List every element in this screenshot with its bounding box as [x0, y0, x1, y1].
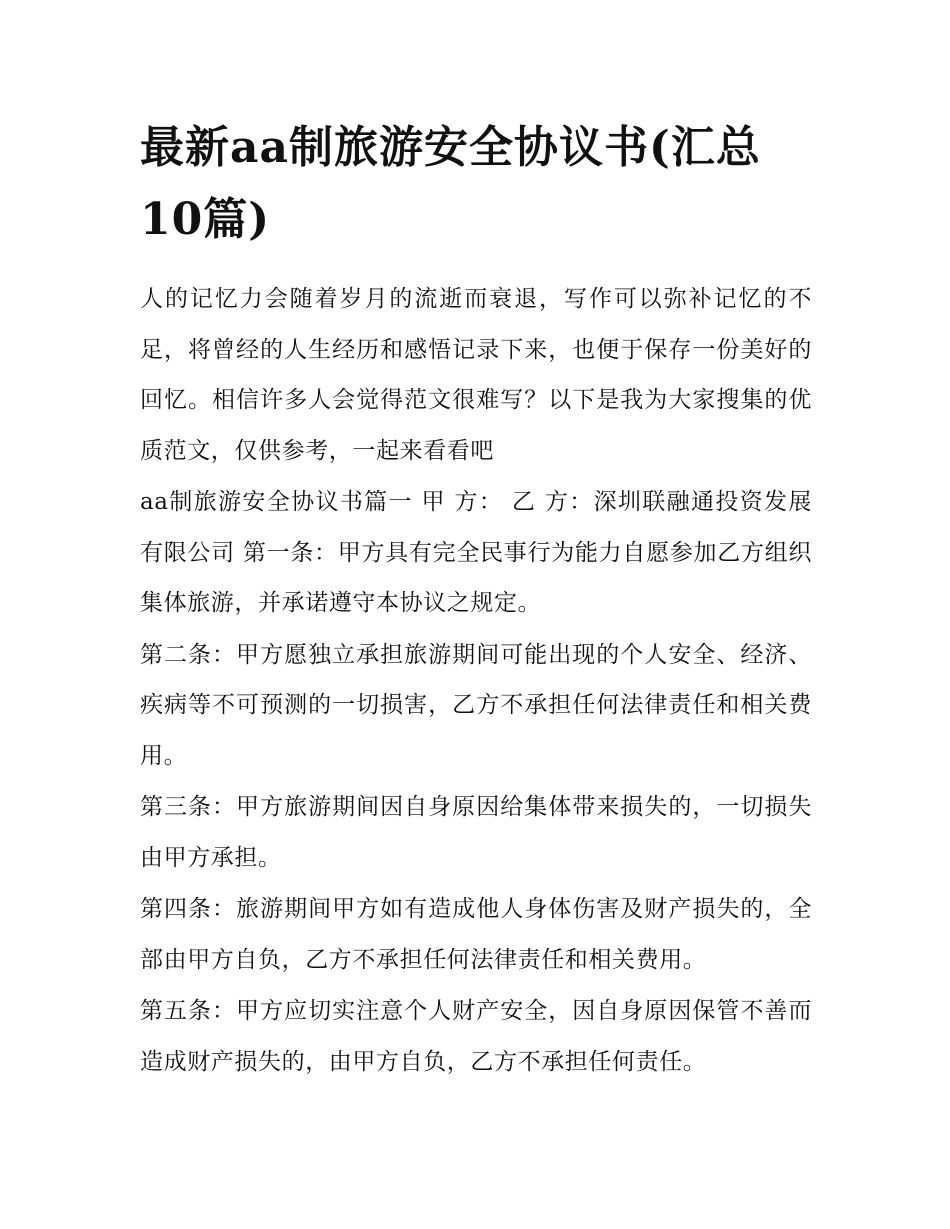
article-1-paragraph: aa制旅游安全协议书篇一 甲 方： 乙 方：深圳联融通投资发展有限公司 第一条：甲方具有完全民事行为能力自愿参加乙方组织集体旅游，并承诺遵守本协议之规定。: [140, 489, 812, 616]
article-4-paragraph: 第四条：旅游期间甲方如有造成他人身体伤害及财产损失的，全部由甲方自负，乙方不承担任何法律责任和相关费用。: [140, 896, 812, 973]
article-5-paragraph: 第五条：甲方应切实注意个人财产安全，因自身原因保管不善而造成财产损失的，由甲方自负，乙方不承担任何责任。: [140, 998, 812, 1075]
intro-paragraph: 人的记忆力会随着岁月的流逝而衰退，写作可以弥补记忆的不足，将曾经的人生经历和感悟记录下来，也便于保存一份美好的回忆。相信许多人会觉得范文很难写？以下是我为大家搜集的优质范文，仅供参考，一起来看看吧: [140, 286, 812, 464]
document-title: 最新aa制旅游安全协议书(汇总10篇): [140, 122, 761, 245]
article-3-paragraph: 第三条：甲方旅游期间因自身原因给集体带来损失的，一切损失由甲方承担。: [140, 794, 812, 871]
document-body: [140, 112, 812, 1088]
article-2-paragraph: 第二条：甲方愿独立承担旅游期间可能出现的个人安全、经济、疾病等不可预测的一切损害，乙方不承担任何法律责任和相关费用。: [140, 641, 812, 769]
